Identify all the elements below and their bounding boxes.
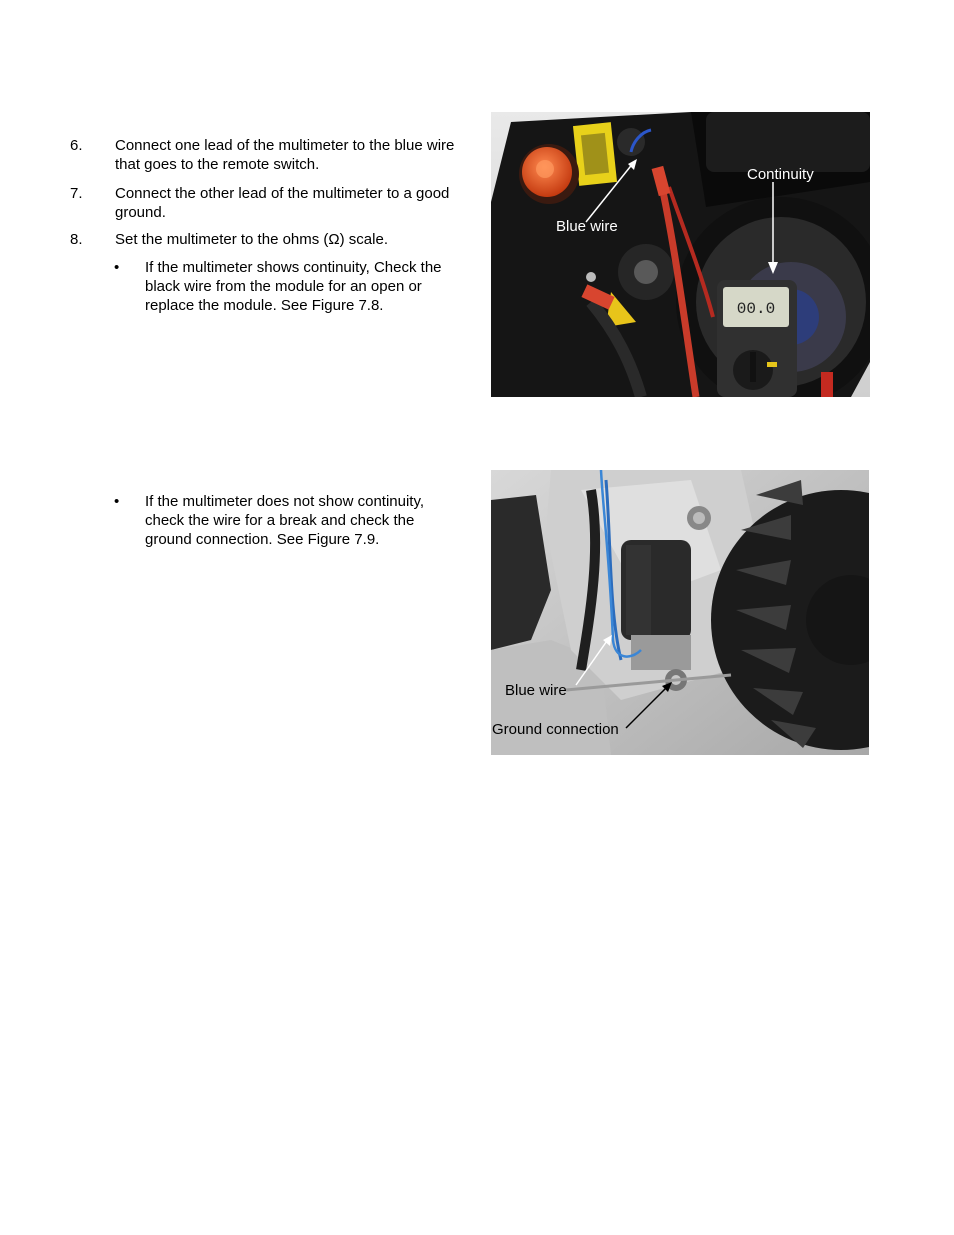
step-6 xyxy=(70,136,470,174)
blue-wire-label: Blue wire xyxy=(556,218,618,235)
blue-wire-label: Blue wire xyxy=(505,682,567,699)
step-8 xyxy=(70,230,470,249)
meter-display-text: 00.0 xyxy=(736,300,776,318)
bullet-no-continuity xyxy=(114,492,464,549)
step-text: Set the multimeter to the ohms (Ω) scale. xyxy=(115,231,388,248)
step-text: Connect one lead of the multimeter to the blue wire that goes to the remote switch. xyxy=(115,137,455,173)
bullet-symbol: • xyxy=(114,259,120,276)
bullet-text: If the multimeter shows continuity, Check the black wire from the module for an open or replace the module. See Figure 7.8. xyxy=(145,259,442,314)
bullet-text: If the multimeter does not show continuity, check the wire for a break and check the ground connection. See Figure 7.9. xyxy=(145,493,425,548)
engine-multimeter-photo xyxy=(491,112,870,397)
step-number: 6. xyxy=(70,137,83,154)
figure-7-9-photo xyxy=(491,470,869,755)
bullet-symbol: • xyxy=(114,493,120,510)
figure-7-8-photo xyxy=(491,112,870,397)
continuity-label: Continuity xyxy=(747,166,814,183)
step-number: 8. xyxy=(70,231,83,248)
ignition-module-photo xyxy=(491,470,869,755)
step-text: Connect the other lead of the multimeter to a good ground. xyxy=(115,185,450,221)
step-number: 7. xyxy=(70,185,83,202)
ground-connection-label: Ground connection xyxy=(492,721,619,738)
bullet-continuity xyxy=(114,258,464,315)
step-7 xyxy=(70,184,470,222)
